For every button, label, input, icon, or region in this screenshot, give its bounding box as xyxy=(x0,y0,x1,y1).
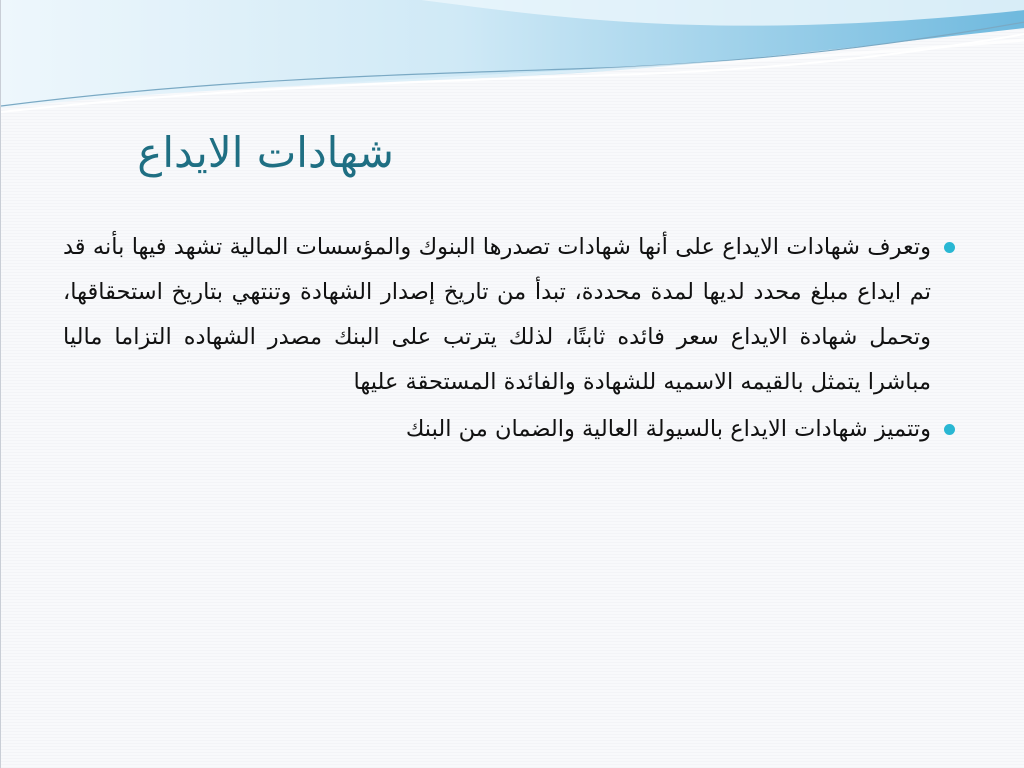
bullet-item-definition xyxy=(63,225,955,405)
bullet-icon xyxy=(944,242,955,253)
bullet-list xyxy=(63,225,955,452)
bullet-icon xyxy=(944,424,955,435)
bullet-text: وتعرف شهادات الايداع على أنها شهادات تصدرها البنوك والمؤسسات المالية تشهد فيها بأنه قد تم ايداع مبلغ محدد لديها لمدة محددة، تبدأ من تاريخ إصدار الشهادة وتنتهي بتاريخ استحقاقها، وتحمل شهادة الايداع سعر فائده ثابتًا، لذلك يترتب على البنك مصدر الشهاده التزاما ماليا مباشرا يتمثل بالقيمه الاسميه للشهادة والفائدة المستحقة عليها xyxy=(63,234,931,395)
header-wave-decoration xyxy=(1,0,1024,120)
slide-title: شهادات الايداع xyxy=(137,128,394,177)
bullet-text: وتتميز شهادات الايداع بالسيولة العالية والضمان من البنك xyxy=(405,416,931,442)
bullet-item-features xyxy=(63,407,955,452)
